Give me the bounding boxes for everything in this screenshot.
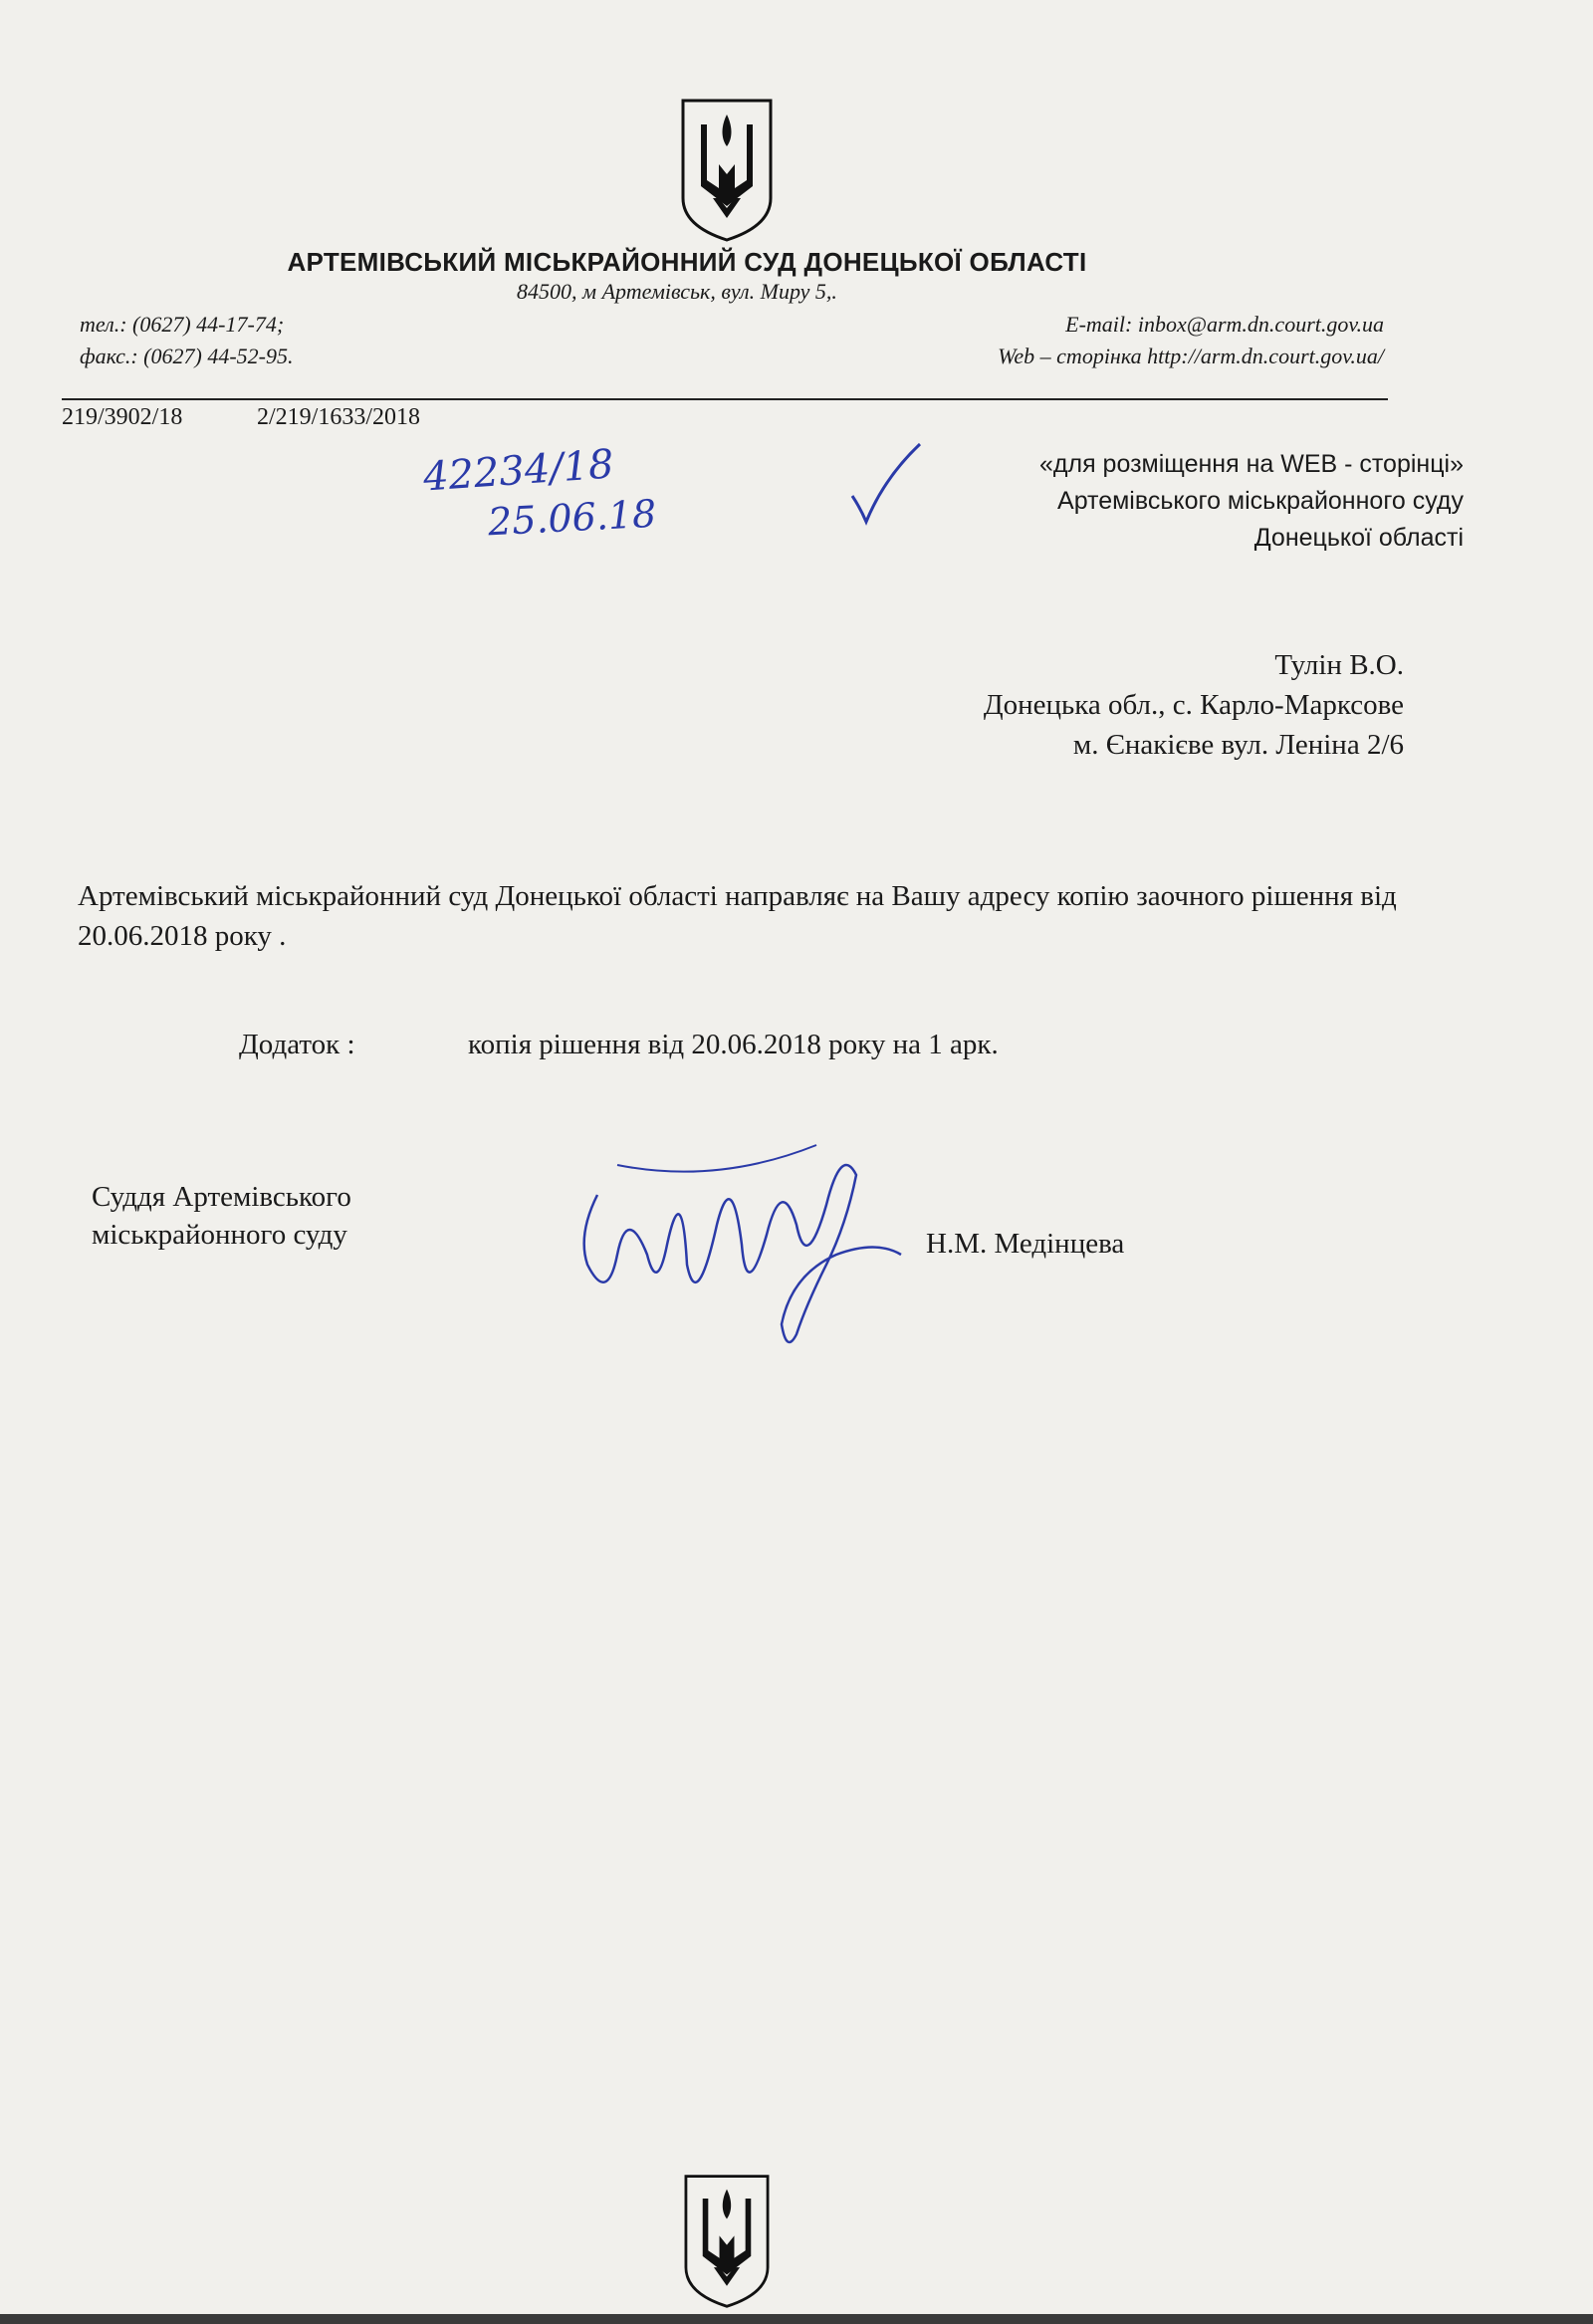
- scan-edge: [0, 2314, 1593, 2324]
- court-name: АРТЕМІВСЬКИЙ МІСЬКРАЙОННИЙ СУД ДОНЕЦЬКОЇ ОБЛАСТІ: [287, 247, 1087, 277]
- web-note-line3: Донецької області: [1253, 524, 1464, 552]
- handwritten-number: 42234/18: [421, 441, 615, 501]
- judge-name: Н.М. Медінцева: [926, 1228, 1125, 1260]
- attachment-value: копія рішення від 20.06.2018 року на 1 арк.: [468, 1029, 999, 1060]
- recipient-name: Тулін В.О.: [1274, 649, 1404, 681]
- judge-title-line1: Суддя Артемівського: [92, 1181, 351, 1213]
- handwritten-date: 25.06.18: [486, 491, 658, 545]
- phone: тел.: (0627) 44-17-74;: [80, 312, 285, 337]
- contact-right: [998, 309, 1384, 372]
- judge-title-line2: міськрайонного суду: [92, 1219, 347, 1251]
- contact-left: [80, 309, 293, 372]
- reference-number-1: 219/3902/18: [62, 404, 183, 430]
- email: E-mail: inbox@arm.dn.court.gov.ua: [1065, 312, 1384, 337]
- header-divider: [62, 398, 1388, 400]
- court-address: 84500, м Артемівськ, вул. Миру 5,.: [517, 279, 837, 304]
- trident-emblem-bottom: [677, 2171, 777, 2310]
- fax: факс.: (0627) 44-52-95.: [80, 344, 294, 368]
- reference-number-2: 2/219/1633/2018: [257, 404, 421, 430]
- judge-title: [92, 1178, 351, 1254]
- web-note-line2: Артемівського міськрайонного суду: [1057, 487, 1464, 515]
- web-note-line1: «для розміщення на WEB - сторінці»: [1038, 450, 1464, 478]
- recipient-address-2: м. Єнакієве вул. Леніна 2/6: [1072, 729, 1404, 761]
- recipient-address-1: Донецька обл., с. Карло-Марксове: [983, 689, 1404, 721]
- attachment-label: Додаток :: [239, 1029, 355, 1060]
- signature: [558, 1105, 916, 1354]
- trident-emblem-top: [677, 95, 777, 244]
- recipient-block: [984, 645, 1404, 765]
- checkmark-icon: [846, 438, 926, 528]
- website: Web – сторінка http://arm.dn.court.gov.ua/: [998, 344, 1384, 368]
- body-text: Артемівський міськрайонний суд Донецької області направляє на Вашу адресу копію заочного рішення від 20.06.2018 року .: [78, 880, 1397, 952]
- web-note: [1039, 446, 1464, 557]
